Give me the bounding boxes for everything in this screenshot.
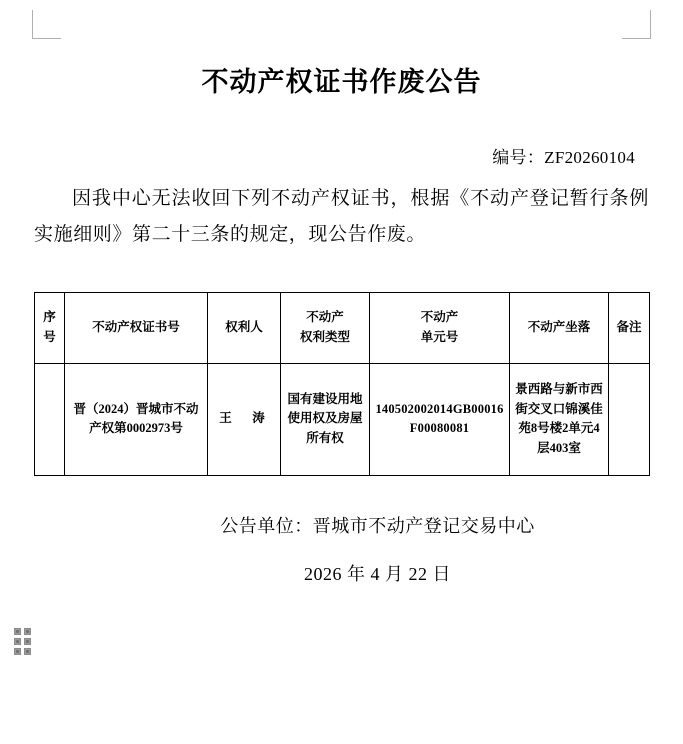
body-paragraph: 因我中心无法收回下列不动产权证书，根据《不动产登记暂行条例实施细则》第二十三条的规定，现公告作废。 xyxy=(34,188,649,245)
column-header-cert-no: 不动产权证书号 xyxy=(65,292,208,363)
column-header-unit-no-line1: 不动产 xyxy=(420,310,459,325)
document-number xyxy=(34,143,649,168)
drag-handle-dot xyxy=(14,648,21,655)
cell-cert-no: 晋（2024）晋城市不动产权第0002973号 xyxy=(65,363,208,475)
column-header-seq: 序号 xyxy=(35,292,65,363)
column-header-owner: 权利人 xyxy=(208,292,281,363)
drag-handle-dot xyxy=(14,638,21,645)
drag-handle-dot xyxy=(24,638,31,645)
column-header-right-type xyxy=(281,292,370,363)
column-header-right-type-line2: 权利类型 xyxy=(299,329,350,344)
column-header-remark: 备注 xyxy=(609,292,650,363)
cell-location: 景西路与新市西街交叉口锦溪佳苑8号楼2单元4层403室 xyxy=(510,363,609,475)
document-number-label: 编号： xyxy=(492,148,545,168)
drag-handle-icon[interactable] xyxy=(14,628,31,654)
cell-remark xyxy=(609,363,650,475)
cell-seq xyxy=(35,363,65,475)
issuer-line: 公告单位：晋城市不动产登记交易中心 xyxy=(220,515,535,536)
table-header-row xyxy=(35,292,650,363)
cell-right-type: 国有建设用地使用权及房屋所有权 xyxy=(281,363,370,475)
cell-owner: 王 涛 xyxy=(208,363,281,475)
drag-handle-dot xyxy=(14,628,21,635)
column-header-location: 不动产坐落 xyxy=(510,292,609,363)
document-number-value: ZF20260104 xyxy=(544,148,635,168)
column-header-unit-no-line2: 单元号 xyxy=(420,329,459,344)
column-header-right-type-line1: 不动产 xyxy=(306,310,344,325)
table-row xyxy=(35,363,650,475)
document-content xyxy=(34,0,649,586)
drag-handle-dot xyxy=(24,648,31,655)
issue-date: 2026 年 4 月 22 日 xyxy=(304,563,451,584)
page-title: 不动产权证书作废公告 xyxy=(201,67,482,97)
drag-handle-dot xyxy=(24,628,31,635)
column-header-unit-no xyxy=(370,292,510,363)
certificate-table xyxy=(34,292,650,476)
cell-unit-no: 140502002014GB00016F00080081 xyxy=(370,363,510,475)
